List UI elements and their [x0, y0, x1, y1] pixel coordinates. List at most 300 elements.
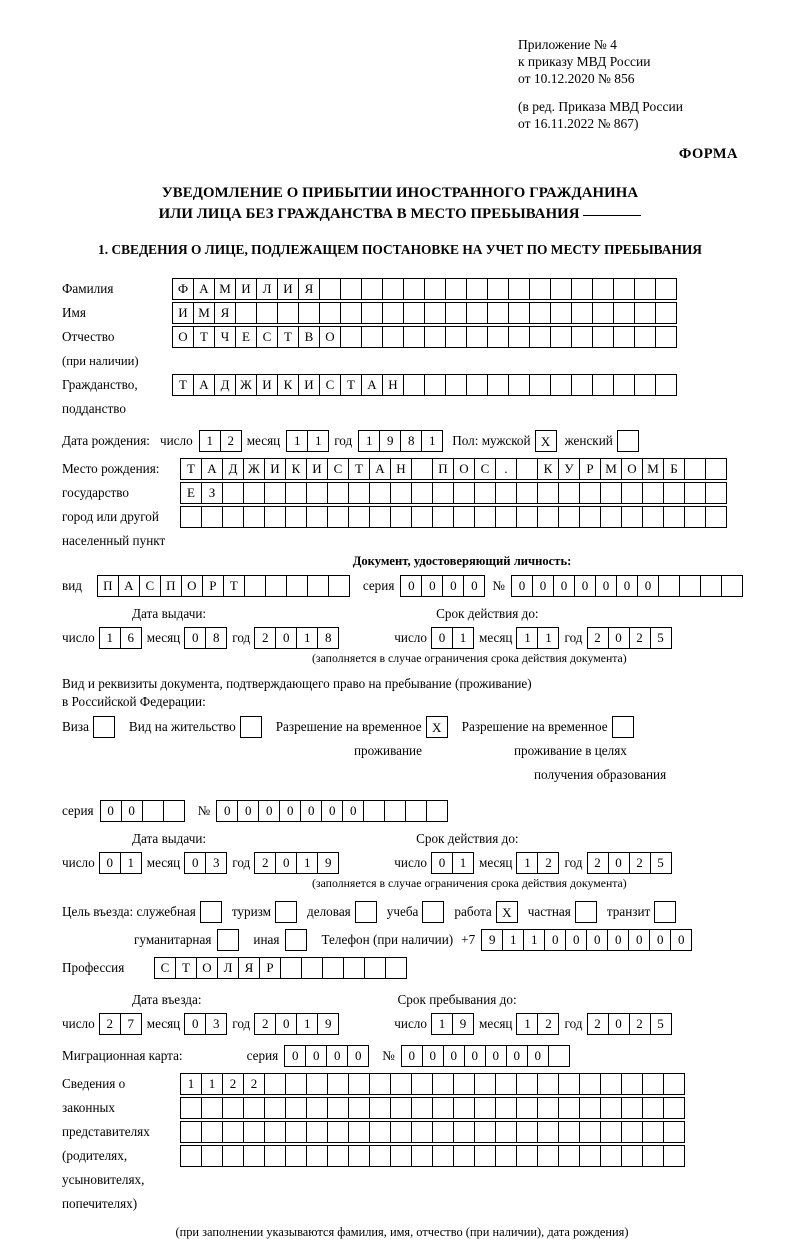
form-cell[interactable]: [411, 1097, 433, 1119]
form-cell[interactable]: 1: [307, 430, 329, 452]
form-cell[interactable]: 0: [400, 575, 422, 597]
form-cell[interactable]: [474, 1121, 496, 1143]
form-cell[interactable]: [264, 1073, 286, 1095]
form-cell[interactable]: [327, 1145, 349, 1167]
form-cell[interactable]: Р: [202, 575, 224, 597]
form-cell[interactable]: [322, 957, 344, 979]
form-cell[interactable]: [487, 278, 509, 300]
form-cell[interactable]: О: [196, 957, 218, 979]
form-cell[interactable]: О: [319, 326, 341, 348]
entry-year-input[interactable]: [254, 1013, 338, 1035]
form-cell[interactable]: [301, 957, 323, 979]
form-cell[interactable]: [369, 1121, 391, 1143]
doc-type-input[interactable]: [97, 575, 349, 597]
permit-issue-month-input[interactable]: [184, 852, 226, 874]
form-cell[interactable]: 0: [342, 800, 364, 822]
form-cell[interactable]: [592, 326, 614, 348]
form-cell[interactable]: [340, 326, 362, 348]
birthplace-input-row1[interactable]: [180, 458, 726, 480]
form-cell[interactable]: [558, 506, 580, 528]
form-cell[interactable]: [634, 326, 656, 348]
form-cell[interactable]: 0: [649, 929, 671, 951]
form-cell[interactable]: [445, 326, 467, 348]
form-cell[interactable]: [222, 1145, 244, 1167]
form-cell[interactable]: [621, 1097, 643, 1119]
doc-issue-day-input[interactable]: [99, 627, 141, 649]
form-cell[interactable]: 0: [431, 852, 453, 874]
form-cell[interactable]: [663, 1145, 685, 1167]
stay-year-input[interactable]: [587, 1013, 671, 1035]
form-cell[interactable]: [571, 326, 593, 348]
form-cell[interactable]: [243, 1145, 265, 1167]
form-cell[interactable]: [571, 374, 593, 396]
form-cell[interactable]: 0: [431, 627, 453, 649]
form-cell[interactable]: [516, 1073, 538, 1095]
form-cell[interactable]: Т: [340, 374, 362, 396]
form-cell[interactable]: 0: [553, 575, 575, 597]
birth-month-input[interactable]: [286, 430, 328, 452]
form-cell[interactable]: 1: [358, 430, 380, 452]
form-cell[interactable]: [264, 1121, 286, 1143]
form-cell[interactable]: С: [327, 458, 349, 480]
form-cell[interactable]: [613, 302, 635, 324]
form-cell[interactable]: [180, 1097, 202, 1119]
form-cell[interactable]: [403, 326, 425, 348]
form-cell[interactable]: Т: [348, 458, 370, 480]
permit-number-input[interactable]: [216, 800, 447, 822]
form-cell[interactable]: Р: [579, 458, 601, 480]
form-cell[interactable]: 0: [628, 929, 650, 951]
form-cell[interactable]: [642, 506, 664, 528]
form-cell[interactable]: [642, 1145, 664, 1167]
form-cell[interactable]: [679, 575, 701, 597]
doc-valid-year-input[interactable]: [587, 627, 671, 649]
form-cell[interactable]: Т: [193, 326, 215, 348]
form-cell[interactable]: [390, 1073, 412, 1095]
form-cell[interactable]: [243, 506, 265, 528]
form-cell[interactable]: [411, 506, 433, 528]
form-cell[interactable]: 9: [481, 929, 503, 951]
form-cell[interactable]: [390, 1097, 412, 1119]
form-cell[interactable]: 2: [537, 852, 559, 874]
form-cell[interactable]: 0: [565, 929, 587, 951]
doc-issue-year-input[interactable]: [254, 627, 338, 649]
stay-month-input[interactable]: [516, 1013, 558, 1035]
form-cell[interactable]: [529, 302, 551, 324]
form-cell[interactable]: [285, 1097, 307, 1119]
form-cell[interactable]: 0: [586, 929, 608, 951]
form-cell[interactable]: .: [495, 458, 517, 480]
form-cell[interactable]: [474, 482, 496, 504]
form-cell[interactable]: 0: [506, 1045, 528, 1067]
form-cell[interactable]: [382, 278, 404, 300]
form-cell[interactable]: 1: [516, 852, 538, 874]
form-cell[interactable]: [369, 1145, 391, 1167]
form-cell[interactable]: 0: [464, 1045, 486, 1067]
form-cell[interactable]: [495, 482, 517, 504]
form-cell[interactable]: [432, 482, 454, 504]
form-cell[interactable]: [700, 575, 722, 597]
form-cell[interactable]: А: [193, 278, 215, 300]
form-cell[interactable]: [348, 482, 370, 504]
form-cell[interactable]: П: [432, 458, 454, 480]
form-cell[interactable]: 8: [400, 430, 422, 452]
form-cell[interactable]: [558, 482, 580, 504]
form-cell[interactable]: [613, 278, 635, 300]
form-cell[interactable]: [306, 1145, 328, 1167]
form-cell[interactable]: [348, 1073, 370, 1095]
form-cell[interactable]: [453, 1145, 475, 1167]
form-cell[interactable]: [361, 302, 383, 324]
form-cell[interactable]: [432, 1073, 454, 1095]
form-cell[interactable]: М: [193, 302, 215, 324]
form-cell[interactable]: [163, 800, 185, 822]
form-cell[interactable]: 5: [650, 627, 672, 649]
form-cell[interactable]: А: [201, 458, 223, 480]
form-cell[interactable]: [705, 506, 727, 528]
form-cell[interactable]: 2: [243, 1073, 265, 1095]
form-cell[interactable]: [243, 1121, 265, 1143]
purpose-private-checkbox[interactable]: [575, 901, 597, 923]
form-cell[interactable]: 1: [452, 627, 474, 649]
form-cell[interactable]: [621, 482, 643, 504]
form-cell[interactable]: [474, 1073, 496, 1095]
form-cell[interactable]: 0: [608, 1013, 630, 1035]
legal-reps-input-row3[interactable]: [180, 1121, 684, 1143]
form-cell[interactable]: [705, 458, 727, 480]
form-cell[interactable]: [516, 1097, 538, 1119]
form-cell[interactable]: [426, 800, 448, 822]
form-cell[interactable]: 6: [120, 627, 142, 649]
form-cell[interactable]: 0: [237, 800, 259, 822]
form-cell[interactable]: [537, 1121, 559, 1143]
form-cell[interactable]: [474, 506, 496, 528]
form-cell[interactable]: 1: [120, 852, 142, 874]
form-cell[interactable]: [403, 278, 425, 300]
form-cell[interactable]: [705, 482, 727, 504]
form-cell[interactable]: Ж: [243, 458, 265, 480]
form-cell[interactable]: И: [264, 458, 286, 480]
sex-male-checkbox[interactable]: X: [535, 430, 557, 452]
form-cell[interactable]: К: [537, 458, 559, 480]
birth-year-input[interactable]: [358, 430, 442, 452]
form-cell[interactable]: 1: [431, 1013, 453, 1035]
form-cell[interactable]: [382, 302, 404, 324]
form-cell[interactable]: 2: [222, 1073, 244, 1095]
form-cell[interactable]: Н: [382, 374, 404, 396]
form-cell[interactable]: [340, 302, 362, 324]
form-cell[interactable]: [343, 957, 365, 979]
form-cell[interactable]: [265, 575, 287, 597]
form-cell[interactable]: [453, 1073, 475, 1095]
form-cell[interactable]: 9: [317, 1013, 339, 1035]
form-cell[interactable]: [363, 800, 385, 822]
form-cell[interactable]: В: [298, 326, 320, 348]
form-cell[interactable]: [684, 458, 706, 480]
form-cell[interactable]: [201, 506, 223, 528]
form-cell[interactable]: [411, 1121, 433, 1143]
doc-valid-month-input[interactable]: [516, 627, 558, 649]
form-cell[interactable]: Т: [175, 957, 197, 979]
form-cell[interactable]: 0: [275, 852, 297, 874]
form-cell[interactable]: [340, 278, 362, 300]
form-cell[interactable]: [306, 1097, 328, 1119]
form-cell[interactable]: [306, 1073, 328, 1095]
form-cell[interactable]: [579, 1073, 601, 1095]
form-cell[interactable]: О: [453, 458, 475, 480]
form-cell[interactable]: 7: [120, 1013, 142, 1035]
form-cell[interactable]: 9: [452, 1013, 474, 1035]
form-cell[interactable]: Я: [298, 278, 320, 300]
form-cell[interactable]: [222, 1097, 244, 1119]
form-cell[interactable]: 0: [485, 1045, 507, 1067]
form-cell[interactable]: [663, 482, 685, 504]
form-cell[interactable]: З: [201, 482, 223, 504]
form-cell[interactable]: [235, 302, 257, 324]
form-cell[interactable]: [642, 1121, 664, 1143]
form-cell[interactable]: [306, 1121, 328, 1143]
form-cell[interactable]: И: [298, 374, 320, 396]
form-cell[interactable]: [264, 1097, 286, 1119]
form-cell[interactable]: С: [154, 957, 176, 979]
form-cell[interactable]: [285, 506, 307, 528]
form-cell[interactable]: [642, 482, 664, 504]
form-cell[interactable]: [613, 326, 635, 348]
form-cell[interactable]: М: [214, 278, 236, 300]
form-cell[interactable]: [277, 302, 299, 324]
legal-reps-input-row4[interactable]: [180, 1145, 684, 1167]
form-cell[interactable]: [348, 506, 370, 528]
form-cell[interactable]: [579, 1145, 601, 1167]
form-cell[interactable]: [516, 458, 538, 480]
form-cell[interactable]: И: [256, 374, 278, 396]
form-cell[interactable]: [655, 374, 677, 396]
form-cell[interactable]: [319, 302, 341, 324]
form-cell[interactable]: 0: [184, 627, 206, 649]
form-cell[interactable]: А: [369, 458, 391, 480]
form-cell[interactable]: Ф: [172, 278, 194, 300]
legal-reps-input-row1[interactable]: [180, 1073, 684, 1095]
form-cell[interactable]: 2: [587, 627, 609, 649]
form-cell[interactable]: Е: [180, 482, 202, 504]
form-cell[interactable]: [424, 374, 446, 396]
form-cell[interactable]: [432, 1097, 454, 1119]
form-cell[interactable]: 0: [121, 800, 143, 822]
form-cell[interactable]: [621, 1121, 643, 1143]
form-cell[interactable]: [558, 1145, 580, 1167]
form-cell[interactable]: М: [642, 458, 664, 480]
form-cell[interactable]: [424, 278, 446, 300]
form-cell[interactable]: [432, 506, 454, 528]
form-cell[interactable]: [445, 302, 467, 324]
form-cell[interactable]: 3: [205, 1013, 227, 1035]
form-cell[interactable]: [256, 302, 278, 324]
form-cell[interactable]: 0: [637, 575, 659, 597]
form-cell[interactable]: [424, 302, 446, 324]
form-cell[interactable]: [201, 1145, 223, 1167]
form-cell[interactable]: [369, 482, 391, 504]
form-cell[interactable]: [390, 506, 412, 528]
form-cell[interactable]: [508, 278, 530, 300]
form-cell[interactable]: 0: [184, 852, 206, 874]
purpose-study-checkbox[interactable]: [422, 901, 444, 923]
form-cell[interactable]: 1: [199, 430, 221, 452]
form-cell[interactable]: 0: [305, 1045, 327, 1067]
form-cell[interactable]: 5: [650, 852, 672, 874]
form-cell[interactable]: [453, 506, 475, 528]
form-cell[interactable]: Т: [180, 458, 202, 480]
form-cell[interactable]: [180, 1121, 202, 1143]
form-cell[interactable]: С: [474, 458, 496, 480]
form-cell[interactable]: [613, 374, 635, 396]
form-cell[interactable]: 1: [296, 627, 318, 649]
form-cell[interactable]: [529, 278, 551, 300]
form-cell[interactable]: Ж: [235, 374, 257, 396]
form-cell[interactable]: 0: [616, 575, 638, 597]
form-cell[interactable]: [319, 278, 341, 300]
form-cell[interactable]: [180, 506, 202, 528]
form-cell[interactable]: А: [193, 374, 215, 396]
form-cell[interactable]: [369, 1073, 391, 1095]
doc-series-input[interactable]: [400, 575, 484, 597]
form-cell[interactable]: [495, 506, 517, 528]
form-cell[interactable]: [327, 506, 349, 528]
form-cell[interactable]: [487, 326, 509, 348]
form-cell[interactable]: 2: [587, 852, 609, 874]
form-cell[interactable]: 0: [442, 575, 464, 597]
form-cell[interactable]: [579, 506, 601, 528]
form-cell[interactable]: [306, 482, 328, 504]
form-cell[interactable]: [621, 1073, 643, 1095]
form-cell[interactable]: [529, 326, 551, 348]
form-cell[interactable]: 1: [537, 627, 559, 649]
form-cell[interactable]: [663, 1073, 685, 1095]
doc-number-input[interactable]: [511, 575, 742, 597]
form-cell[interactable]: [684, 482, 706, 504]
sex-female-checkbox[interactable]: [617, 430, 639, 452]
entry-month-input[interactable]: [184, 1013, 226, 1035]
form-cell[interactable]: [592, 302, 614, 324]
form-cell[interactable]: [453, 1121, 475, 1143]
citizenship-input[interactable]: [172, 374, 676, 396]
form-cell[interactable]: 2: [629, 627, 651, 649]
form-cell[interactable]: 2: [220, 430, 242, 452]
form-cell[interactable]: [558, 1097, 580, 1119]
form-cell[interactable]: [466, 302, 488, 324]
form-cell[interactable]: [285, 482, 307, 504]
form-cell[interactable]: [369, 1097, 391, 1119]
form-cell[interactable]: Е: [235, 326, 257, 348]
form-cell[interactable]: И: [235, 278, 257, 300]
form-cell[interactable]: [642, 1097, 664, 1119]
form-cell[interactable]: [487, 302, 509, 324]
form-cell[interactable]: [411, 1073, 433, 1095]
form-cell[interactable]: [286, 575, 308, 597]
form-cell[interactable]: 0: [443, 1045, 465, 1067]
form-cell[interactable]: [600, 506, 622, 528]
form-cell[interactable]: 1: [296, 852, 318, 874]
form-cell[interactable]: [571, 278, 593, 300]
form-cell[interactable]: [466, 326, 488, 348]
form-cell[interactable]: Т: [172, 374, 194, 396]
form-cell[interactable]: И: [306, 458, 328, 480]
form-cell[interactable]: [285, 1145, 307, 1167]
form-cell[interactable]: [382, 326, 404, 348]
form-cell[interactable]: [405, 800, 427, 822]
birthplace-input-row3[interactable]: [180, 506, 726, 528]
form-cell[interactable]: [403, 374, 425, 396]
form-cell[interactable]: [264, 506, 286, 528]
form-cell[interactable]: [222, 1121, 244, 1143]
form-cell[interactable]: [306, 506, 328, 528]
form-cell[interactable]: А: [361, 374, 383, 396]
form-cell[interactable]: П: [97, 575, 119, 597]
form-cell[interactable]: 9: [379, 430, 401, 452]
form-cell[interactable]: [658, 575, 680, 597]
form-cell[interactable]: К: [277, 374, 299, 396]
permit-valid-year-input[interactable]: [587, 852, 671, 874]
form-cell[interactable]: [571, 302, 593, 324]
form-cell[interactable]: [327, 1097, 349, 1119]
form-cell[interactable]: 8: [317, 627, 339, 649]
form-cell[interactable]: [348, 1097, 370, 1119]
form-cell[interactable]: 0: [527, 1045, 549, 1067]
form-cell[interactable]: 1: [286, 430, 308, 452]
form-cell[interactable]: 2: [254, 852, 276, 874]
purpose-service-checkbox[interactable]: [200, 901, 222, 923]
form-cell[interactable]: [548, 1045, 570, 1067]
form-cell[interactable]: [663, 1121, 685, 1143]
form-cell[interactable]: [264, 1145, 286, 1167]
form-cell[interactable]: Б: [663, 458, 685, 480]
form-cell[interactable]: [432, 1145, 454, 1167]
form-cell[interactable]: 0: [544, 929, 566, 951]
form-cell[interactable]: [600, 1121, 622, 1143]
form-cell[interactable]: [495, 1121, 517, 1143]
form-cell[interactable]: 0: [279, 800, 301, 822]
form-cell[interactable]: [550, 326, 572, 348]
form-cell[interactable]: Ч: [214, 326, 236, 348]
form-cell[interactable]: [537, 506, 559, 528]
form-cell[interactable]: К: [285, 458, 307, 480]
form-cell[interactable]: [579, 1121, 601, 1143]
form-cell[interactable]: [280, 957, 302, 979]
form-cell[interactable]: [655, 326, 677, 348]
form-cell[interactable]: [684, 506, 706, 528]
form-cell[interactable]: С: [256, 326, 278, 348]
form-cell[interactable]: [445, 374, 467, 396]
form-cell[interactable]: Л: [217, 957, 239, 979]
form-cell[interactable]: 0: [608, 627, 630, 649]
form-cell[interactable]: [361, 278, 383, 300]
form-cell[interactable]: [432, 1121, 454, 1143]
form-cell[interactable]: [201, 1121, 223, 1143]
purpose-business-checkbox[interactable]: [355, 901, 377, 923]
form-cell[interactable]: 1: [502, 929, 524, 951]
form-cell[interactable]: 0: [511, 575, 533, 597]
permit-issue-day-input[interactable]: [99, 852, 141, 874]
form-cell[interactable]: 0: [595, 575, 617, 597]
form-cell[interactable]: [621, 1145, 643, 1167]
form-cell[interactable]: [364, 957, 386, 979]
form-cell[interactable]: [298, 302, 320, 324]
form-cell[interactable]: 8: [205, 627, 227, 649]
surname-input[interactable]: [172, 278, 676, 300]
patronymic-input[interactable]: [172, 326, 676, 348]
form-cell[interactable]: 0: [532, 575, 554, 597]
form-cell[interactable]: [328, 575, 350, 597]
form-cell[interactable]: [222, 482, 244, 504]
